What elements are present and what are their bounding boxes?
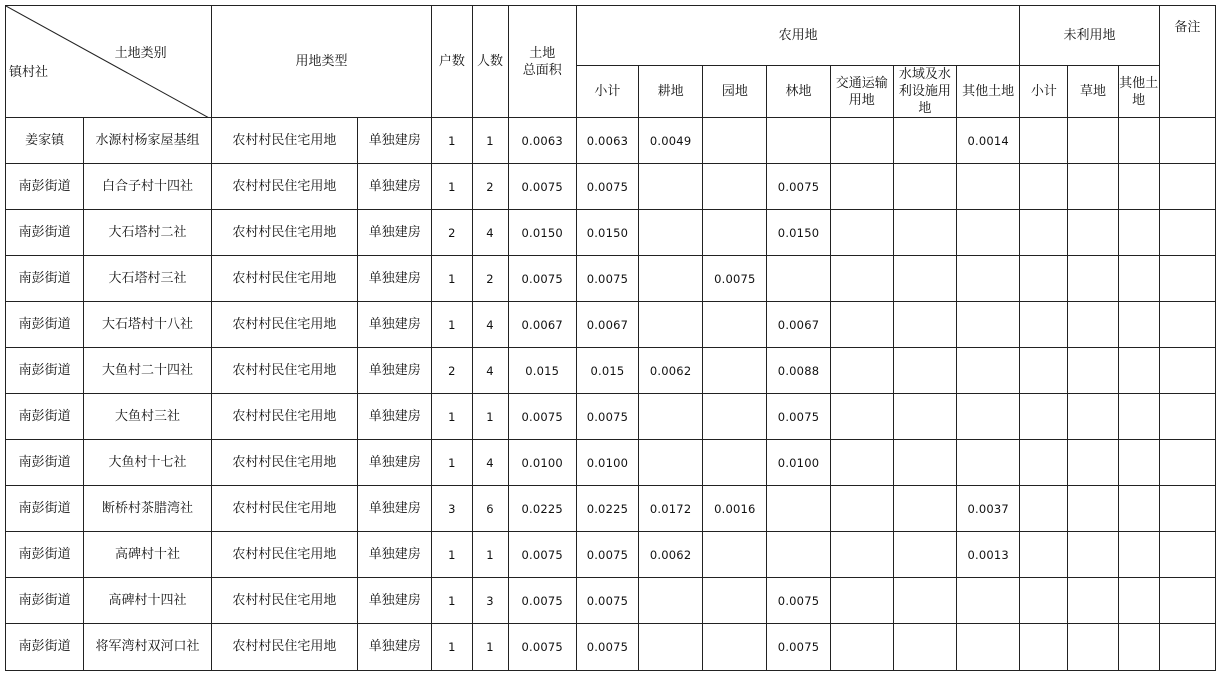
households-cell: 1 xyxy=(432,164,472,210)
build-type-cell: 单独建房 xyxy=(358,578,432,624)
unused-subtotal-cell xyxy=(1020,532,1068,578)
land-type-cell: 农村村民住宅用地 xyxy=(211,394,357,440)
total-area-cell: 0.0225 xyxy=(508,486,576,532)
grassland-header: 草地 xyxy=(1068,66,1118,118)
other-land-cell: 0.0037 xyxy=(957,486,1020,532)
transport-cell xyxy=(830,302,893,348)
households-cell: 1 xyxy=(432,532,472,578)
unused-other-cell xyxy=(1118,394,1159,440)
forest-cell: 0.0075 xyxy=(767,394,830,440)
table-header xyxy=(6,6,1216,118)
remarks-cell xyxy=(1159,210,1215,256)
remarks-cell xyxy=(1159,256,1215,302)
households-cell: 1 xyxy=(432,302,472,348)
town-cell: 南彭街道 xyxy=(6,164,84,210)
transport-cell xyxy=(830,440,893,486)
total-area-cell: 0.0075 xyxy=(508,578,576,624)
agri-subtotal-cell: 0.0067 xyxy=(576,302,638,348)
agri-subtotal-cell: 0.0075 xyxy=(576,578,638,624)
garden-cell xyxy=(703,118,767,164)
water-header: 水域及水利设施用地 xyxy=(893,66,956,118)
grassland-cell xyxy=(1068,578,1118,624)
unused-land-header: 未利用地 xyxy=(1020,6,1159,66)
people-cell: 1 xyxy=(472,118,508,164)
agri-subtotal-cell: 0.0063 xyxy=(576,118,638,164)
arable-cell xyxy=(639,578,703,624)
diagonal-header-cell xyxy=(6,6,212,118)
unused-subtotal-cell xyxy=(1020,302,1068,348)
arable-cell: 0.0049 xyxy=(639,118,703,164)
remarks-cell xyxy=(1159,532,1215,578)
unused-subtotal-cell xyxy=(1020,440,1068,486)
households-cell: 1 xyxy=(432,394,472,440)
other-land-cell xyxy=(957,624,1020,671)
forest-cell: 0.0100 xyxy=(767,440,830,486)
people-cell: 1 xyxy=(472,532,508,578)
arable-cell xyxy=(639,394,703,440)
garden-cell: 0.0075 xyxy=(703,256,767,302)
unused-subtotal-cell xyxy=(1020,486,1068,532)
transport-header: 交通运输用地 xyxy=(830,66,893,118)
table-row xyxy=(6,348,1216,394)
unused-subtotal-cell xyxy=(1020,210,1068,256)
other-land-cell xyxy=(957,578,1020,624)
table-body xyxy=(6,118,1216,671)
people-cell: 1 xyxy=(472,624,508,671)
total-area-cell: 0.0075 xyxy=(508,532,576,578)
town-cell: 南彭街道 xyxy=(6,440,84,486)
forest-cell: 0.0075 xyxy=(767,164,830,210)
unused-subtotal-cell xyxy=(1020,118,1068,164)
unused-subtotal-cell xyxy=(1020,348,1068,394)
build-type-cell: 单独建房 xyxy=(358,394,432,440)
village-cell: 高碑村十四社 xyxy=(84,578,211,624)
total-area-cell: 0.0150 xyxy=(508,210,576,256)
grassland-cell xyxy=(1068,486,1118,532)
table-row xyxy=(6,164,1216,210)
unused-subtotal-cell xyxy=(1020,256,1068,302)
total-area-cell: 0.0067 xyxy=(508,302,576,348)
remarks-cell xyxy=(1159,624,1215,671)
total-area-cell: 0.0075 xyxy=(508,394,576,440)
arable-cell xyxy=(639,164,703,210)
people-header: 人数 xyxy=(472,6,508,118)
people-cell: 2 xyxy=(472,256,508,302)
water-cell xyxy=(893,210,956,256)
land-type-cell: 农村村民住宅用地 xyxy=(211,624,357,671)
arable-cell: 0.0062 xyxy=(639,532,703,578)
land-type-cell: 农村村民住宅用地 xyxy=(211,532,357,578)
unused-other-cell xyxy=(1118,486,1159,532)
village-cell: 大石塔村三社 xyxy=(84,256,211,302)
build-type-cell: 单独建房 xyxy=(358,302,432,348)
forest-cell: 0.0088 xyxy=(767,348,830,394)
remarks-cell xyxy=(1159,118,1215,164)
arable-header: 耕地 xyxy=(639,66,703,118)
water-cell xyxy=(893,118,956,164)
land-type-cell: 农村村民住宅用地 xyxy=(211,486,357,532)
land-type-cell: 农村村民住宅用地 xyxy=(211,302,357,348)
arable-cell xyxy=(639,624,703,671)
town-cell: 南彭街道 xyxy=(6,348,84,394)
table-row xyxy=(6,302,1216,348)
arable-cell: 0.0062 xyxy=(639,348,703,394)
unused-other-cell xyxy=(1118,118,1159,164)
water-cell xyxy=(893,624,956,671)
land-use-type-header: 用地类型 xyxy=(211,6,432,118)
town-cell: 南彭街道 xyxy=(6,394,84,440)
people-cell: 3 xyxy=(472,578,508,624)
unused-other-cell xyxy=(1118,440,1159,486)
transport-cell xyxy=(830,210,893,256)
forest-cell xyxy=(767,256,830,302)
other-land-cell xyxy=(957,256,1020,302)
town-cell: 南彭街道 xyxy=(6,302,84,348)
unused-other-cell xyxy=(1118,164,1159,210)
total-area-cell: 0.0075 xyxy=(508,624,576,671)
unused-other-cell xyxy=(1118,532,1159,578)
remarks-cell xyxy=(1159,394,1215,440)
remarks-header: 备注 xyxy=(1159,6,1215,118)
unused-subtotal-cell xyxy=(1020,164,1068,210)
build-type-cell: 单独建房 xyxy=(358,532,432,578)
garden-cell: 0.0016 xyxy=(703,486,767,532)
build-type-cell: 单独建房 xyxy=(358,164,432,210)
land-type-cell: 农村村民住宅用地 xyxy=(211,578,357,624)
garden-cell xyxy=(703,302,767,348)
transport-cell xyxy=(830,486,893,532)
other-land-cell xyxy=(957,164,1020,210)
remarks-cell xyxy=(1159,164,1215,210)
village-cell: 大鱼村二十四社 xyxy=(84,348,211,394)
water-cell xyxy=(893,348,956,394)
total-area-cell: 0.0063 xyxy=(508,118,576,164)
land-type-cell: 农村村民住宅用地 xyxy=(211,440,357,486)
arable-cell xyxy=(639,302,703,348)
garden-cell xyxy=(703,394,767,440)
town-cell: 南彭街道 xyxy=(6,210,84,256)
grassland-cell xyxy=(1068,164,1118,210)
build-type-cell: 单独建房 xyxy=(358,486,432,532)
remarks-cell xyxy=(1159,302,1215,348)
build-type-cell: 单独建房 xyxy=(358,348,432,394)
village-cell: 白合子村十四社 xyxy=(84,164,211,210)
transport-cell xyxy=(830,624,893,671)
households-cell: 1 xyxy=(432,578,472,624)
water-cell xyxy=(893,578,956,624)
land-type-cell: 农村村民住宅用地 xyxy=(211,118,357,164)
remarks-cell xyxy=(1159,348,1215,394)
town-cell: 南彭街道 xyxy=(6,256,84,302)
town-cell: 南彭街道 xyxy=(6,532,84,578)
land-type-cell: 农村村民住宅用地 xyxy=(211,348,357,394)
agri-subtotal-cell: 0.015 xyxy=(576,348,638,394)
forest-header: 林地 xyxy=(767,66,830,118)
diagonal-line xyxy=(6,6,211,118)
town-cell: 姜家镇 xyxy=(6,118,84,164)
garden-header: 园地 xyxy=(703,66,767,118)
remarks-cell xyxy=(1159,440,1215,486)
other-land-cell xyxy=(957,302,1020,348)
garden-cell xyxy=(703,440,767,486)
total-area-cell: 0.0100 xyxy=(508,440,576,486)
remarks-cell xyxy=(1159,486,1215,532)
other-land-cell: 0.0014 xyxy=(957,118,1020,164)
people-cell: 2 xyxy=(472,164,508,210)
build-type-cell: 单独建房 xyxy=(358,624,432,671)
people-cell: 4 xyxy=(472,440,508,486)
households-cell: 1 xyxy=(432,624,472,671)
people-cell: 4 xyxy=(472,302,508,348)
water-cell xyxy=(893,486,956,532)
unused-subtotal-cell xyxy=(1020,394,1068,440)
table-row xyxy=(6,624,1216,671)
arable-cell xyxy=(639,256,703,302)
village-cell: 断桥村茶腊湾社 xyxy=(84,486,211,532)
table-row xyxy=(6,440,1216,486)
households-cell: 1 xyxy=(432,440,472,486)
agri-land-header: 农用地 xyxy=(576,6,1020,66)
households-cell: 3 xyxy=(432,486,472,532)
table-row xyxy=(6,532,1216,578)
transport-cell xyxy=(830,256,893,302)
forest-cell: 0.0067 xyxy=(767,302,830,348)
town-cell: 南彭街道 xyxy=(6,486,84,532)
table-row xyxy=(6,118,1216,164)
agri-subtotal-cell: 0.0075 xyxy=(576,256,638,302)
total-area-cell: 0.015 xyxy=(508,348,576,394)
unused-subtotal-cell xyxy=(1020,624,1068,671)
people-cell: 4 xyxy=(472,210,508,256)
unused-other-cell xyxy=(1118,624,1159,671)
agri-subtotal-cell: 0.0075 xyxy=(576,532,638,578)
agri-subtotal-cell: 0.0075 xyxy=(576,624,638,671)
transport-cell xyxy=(830,118,893,164)
forest-cell xyxy=(767,532,830,578)
transport-cell xyxy=(830,578,893,624)
remarks-cell xyxy=(1159,578,1215,624)
village-cell: 高碑村十社 xyxy=(84,532,211,578)
unused-other-cell xyxy=(1118,348,1159,394)
land-table xyxy=(5,5,1216,671)
grassland-cell xyxy=(1068,394,1118,440)
town-cell: 南彭街道 xyxy=(6,624,84,671)
grassland-cell xyxy=(1068,256,1118,302)
build-type-cell: 单独建房 xyxy=(358,210,432,256)
water-cell xyxy=(893,440,956,486)
land-type-cell: 农村村民住宅用地 xyxy=(211,164,357,210)
transport-cell xyxy=(830,164,893,210)
build-type-cell: 单独建房 xyxy=(358,256,432,302)
unused-other-header: 其他土地 xyxy=(1118,66,1159,118)
total-area-cell: 0.0075 xyxy=(508,256,576,302)
grassland-cell xyxy=(1068,118,1118,164)
build-type-cell: 单独建房 xyxy=(358,440,432,486)
total-area-cell: 0.0075 xyxy=(508,164,576,210)
other-land-cell: 0.0013 xyxy=(957,532,1020,578)
village-cell: 将军湾村双河口社 xyxy=(84,624,211,671)
transport-cell xyxy=(830,532,893,578)
forest-cell: 0.0075 xyxy=(767,578,830,624)
land-type-cell: 农村村民住宅用地 xyxy=(211,256,357,302)
unused-subtotal-header: 小计 xyxy=(1020,66,1068,118)
other-land-cell xyxy=(957,394,1020,440)
transport-cell xyxy=(830,348,893,394)
forest-cell: 0.0150 xyxy=(767,210,830,256)
agri-subtotal-cell: 0.0100 xyxy=(576,440,638,486)
households-cell: 1 xyxy=(432,118,472,164)
unused-other-cell xyxy=(1118,256,1159,302)
households-cell: 2 xyxy=(432,210,472,256)
other-land-cell xyxy=(957,210,1020,256)
unused-other-cell xyxy=(1118,578,1159,624)
unused-other-cell xyxy=(1118,302,1159,348)
households-cell: 2 xyxy=(432,348,472,394)
agri-subtotal-cell: 0.0225 xyxy=(576,486,638,532)
water-cell xyxy=(893,302,956,348)
agri-subtotal-header: 小计 xyxy=(576,66,638,118)
other-land-cell xyxy=(957,348,1020,394)
people-cell: 4 xyxy=(472,348,508,394)
grassland-cell xyxy=(1068,624,1118,671)
garden-cell xyxy=(703,210,767,256)
people-cell: 6 xyxy=(472,486,508,532)
agri-subtotal-cell: 0.0150 xyxy=(576,210,638,256)
forest-cell: 0.0075 xyxy=(767,624,830,671)
total-area-header: 土地 总面积 xyxy=(508,6,576,118)
town-village-label: 镇村社 xyxy=(9,65,49,80)
water-cell xyxy=(893,394,956,440)
garden-cell xyxy=(703,164,767,210)
table-row xyxy=(6,210,1216,256)
grassland-cell xyxy=(1068,440,1118,486)
village-cell: 大鱼村十七社 xyxy=(84,440,211,486)
build-type-cell: 单独建房 xyxy=(358,118,432,164)
town-cell: 南彭街道 xyxy=(6,578,84,624)
table-row xyxy=(6,256,1216,302)
grassland-cell xyxy=(1068,302,1118,348)
table-row xyxy=(6,578,1216,624)
agri-subtotal-cell: 0.0075 xyxy=(576,164,638,210)
table-row xyxy=(6,394,1216,440)
other-land-header: 其他土地 xyxy=(957,66,1020,118)
water-cell xyxy=(893,532,956,578)
water-cell xyxy=(893,164,956,210)
agri-subtotal-cell: 0.0075 xyxy=(576,394,638,440)
land-category-label: 土地类别 xyxy=(114,46,167,61)
village-cell: 水源村杨家屋基组 xyxy=(84,118,211,164)
households-header: 户数 xyxy=(432,6,472,118)
water-cell xyxy=(893,256,956,302)
unused-other-cell xyxy=(1118,210,1159,256)
grassland-cell xyxy=(1068,348,1118,394)
village-cell: 大鱼村三社 xyxy=(84,394,211,440)
grassland-cell xyxy=(1068,210,1118,256)
table-row xyxy=(6,486,1216,532)
arable-cell xyxy=(639,210,703,256)
other-land-cell xyxy=(957,440,1020,486)
garden-cell xyxy=(703,578,767,624)
village-cell: 大石塔村十八社 xyxy=(84,302,211,348)
arable-cell: 0.0172 xyxy=(639,486,703,532)
grassland-cell xyxy=(1068,532,1118,578)
land-type-cell: 农村村民住宅用地 xyxy=(211,210,357,256)
unused-subtotal-cell xyxy=(1020,578,1068,624)
garden-cell xyxy=(703,532,767,578)
people-cell: 1 xyxy=(472,394,508,440)
garden-cell xyxy=(703,348,767,394)
transport-cell xyxy=(830,394,893,440)
garden-cell xyxy=(703,624,767,671)
village-cell: 大石塔村二社 xyxy=(84,210,211,256)
forest-cell xyxy=(767,486,830,532)
arable-cell xyxy=(639,440,703,486)
households-cell: 1 xyxy=(432,256,472,302)
forest-cell xyxy=(767,118,830,164)
